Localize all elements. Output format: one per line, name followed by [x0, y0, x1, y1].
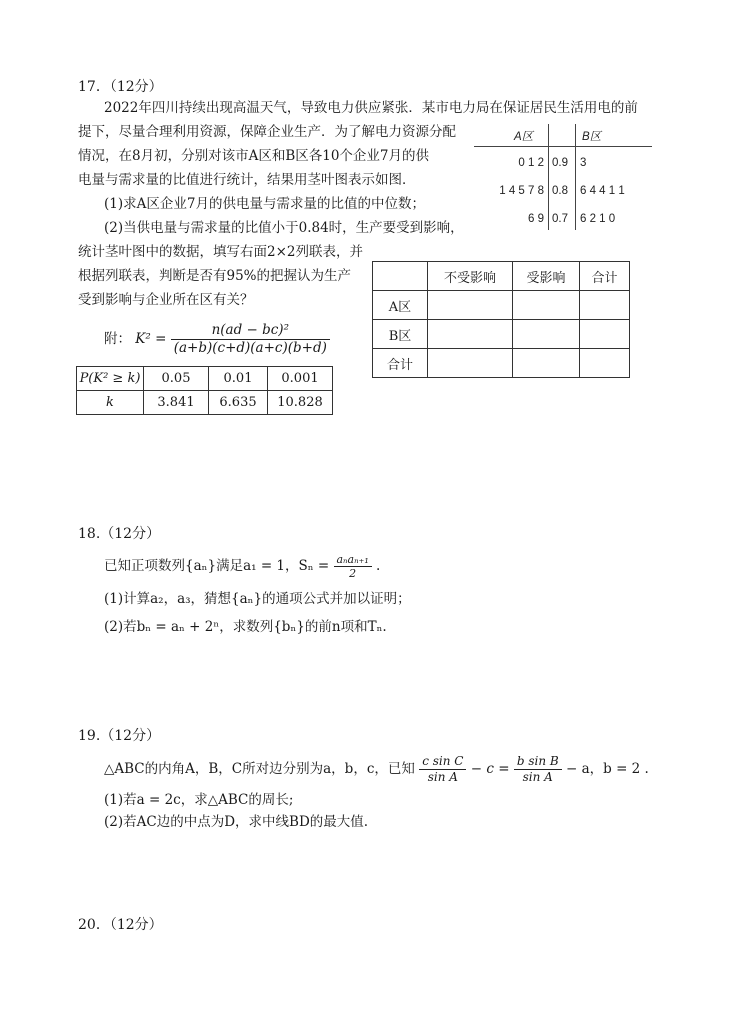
stem-leaf-stem: 0.7 — [552, 213, 568, 225]
contingency-cell[interactable] — [428, 320, 513, 349]
q19-line1-mid: − c = — [470, 761, 510, 777]
q18-part1: (1)计算a₂，a₃，猜想{aₙ}的通项公式并加以证明； — [104, 591, 411, 607]
q19-part2: (2)若AC边的中点为D，求中线BD的最大值. — [104, 814, 369, 830]
q18-fraction-den: 2 — [349, 567, 357, 580]
contingency-row-header: 合计 — [373, 349, 428, 378]
crit-p-value: 0.001 — [268, 367, 333, 391]
contingency-col-header: 受影响 — [513, 262, 580, 291]
contingency-cell[interactable] — [513, 349, 580, 378]
q17-line1: 2022年四川持续出现高温天气，导致电力供应紧张．某市电力局在保证居民生活用电的前 — [104, 100, 638, 116]
q17-part2-c: 根据列联表，判断是否有95%的把握认为生产 — [78, 268, 352, 284]
q17-line3: 情况，在8月初，分别对该市A区和B区各10个企业7月的供 — [78, 148, 430, 164]
q19-line1-end: − a，b = 2 . — [565, 761, 649, 777]
contingency-row-header: A区 — [373, 291, 428, 320]
contingency-cell[interactable] — [580, 349, 630, 378]
contingency-corner — [373, 262, 428, 291]
crit-k-value: 3.841 — [144, 391, 209, 415]
stem-leaf-vline-right — [575, 124, 576, 230]
stem-leaf-vline-left — [548, 124, 549, 230]
stem-leaf-right-leaves: 3 — [580, 157, 587, 169]
contingency-col-header: 不受影响 — [428, 262, 513, 291]
stem-leaf-right-leaves: 6 2 1 0 — [580, 213, 616, 225]
stem-leaf-left-leaves: 1 4 5 7 8 — [499, 185, 544, 197]
critical-value-table — [76, 366, 333, 415]
q20-heading: 20．（12分） — [78, 917, 163, 933]
q19-fraction-1-num: c sin C — [419, 754, 466, 770]
formula-k: K² = — [135, 331, 167, 347]
q19-line1 — [104, 754, 649, 785]
q19-fraction-2-num: b sin B — [514, 754, 562, 770]
formula-denominator: (a+b)(c+d)(a+c)(b+d) — [173, 340, 327, 356]
stem-leaf-stem: 0.9 — [552, 157, 568, 169]
crit-k-value: 6.635 — [209, 391, 268, 415]
contingency-cell[interactable] — [428, 291, 513, 320]
stem-leaf-right-title: B区 — [582, 131, 602, 143]
stem-leaf-hline — [474, 146, 652, 147]
q17-line4: 电量与需求量的比值进行统计，结果用茎叶图表示如图． — [78, 172, 416, 188]
stem-leaf-left-leaves: 0 1 2 — [518, 157, 544, 169]
formula-lead: 附： — [104, 331, 131, 347]
q19-fraction-1 — [419, 754, 466, 785]
stem-leaf-plot — [474, 124, 652, 232]
contingency-cell[interactable] — [580, 320, 630, 349]
q17-part2-b: 统计茎叶图中的数据，填写右面2×2列联表，并 — [78, 244, 363, 260]
q18-fraction-num: aₙaₙ₊₁ — [334, 553, 372, 567]
formula-numerator: n(ad − bc)² — [171, 322, 330, 340]
stem-leaf-right-leaves: 6 4 4 1 1 — [580, 185, 625, 197]
q17-part2-a: (2)当供电量与需求量的比值小于0.84时，生产要受到影响， — [104, 220, 464, 236]
crit-k-value: 10.828 — [268, 391, 333, 415]
crit-p-value: 0.05 — [144, 367, 209, 391]
q17-part2-d: 受到影响与企业所在区有关？ — [78, 292, 254, 308]
contingency-cell[interactable] — [580, 291, 630, 320]
q19-part1: (1)若a = 2c，求△ABC的周长; — [104, 792, 294, 808]
q19-fraction-1-den: sin A — [427, 770, 458, 784]
q19-line1-text: △ABC的内角A，B，C所对边分别为a，b，c，已知 — [104, 761, 415, 777]
q18-heading: 18.（12分） — [78, 526, 161, 542]
stem-leaf-left-leaves: 6 9 — [528, 213, 544, 225]
q19-fraction-2 — [514, 754, 562, 785]
q18-line1 — [104, 553, 380, 580]
q17-part1: (1)求A区企业7月的供电量与需求量的比值的中位数； — [104, 196, 425, 212]
contingency-cell[interactable] — [513, 291, 580, 320]
contingency-table — [372, 261, 630, 378]
q18-fraction — [334, 553, 372, 580]
stem-leaf-left-title: A区 — [514, 131, 534, 143]
contingency-row-header: B区 — [373, 320, 428, 349]
crit-header-k: k — [77, 391, 144, 415]
q19-heading: 19.（12分） — [78, 728, 161, 744]
q19-fraction-2-den: sin A — [522, 770, 553, 784]
crit-p-value: 0.01 — [209, 367, 268, 391]
stem-leaf-stem: 0.8 — [552, 185, 568, 197]
q18-line1-end: . — [376, 558, 381, 574]
chi-square-formula — [104, 322, 330, 357]
formula-fraction — [171, 322, 330, 357]
q17-line2: 提下，尽量合理利用资源，保障企业生产．为了解电力资源分配 — [78, 124, 456, 140]
q18-part2: (2)若bₙ = aₙ + 2ⁿ，求数列{bₙ}的前n项和Tₙ. — [104, 619, 387, 635]
q17-heading: 17．（12分） — [78, 79, 163, 95]
contingency-col-header: 合计 — [580, 262, 630, 291]
q18-line1-text: 已知正项数列{aₙ}满足a₁ = 1，Sₙ = — [104, 558, 330, 574]
contingency-cell[interactable] — [428, 349, 513, 378]
crit-header-p: P(K² ≥ k) — [77, 367, 144, 391]
contingency-cell[interactable] — [513, 320, 580, 349]
